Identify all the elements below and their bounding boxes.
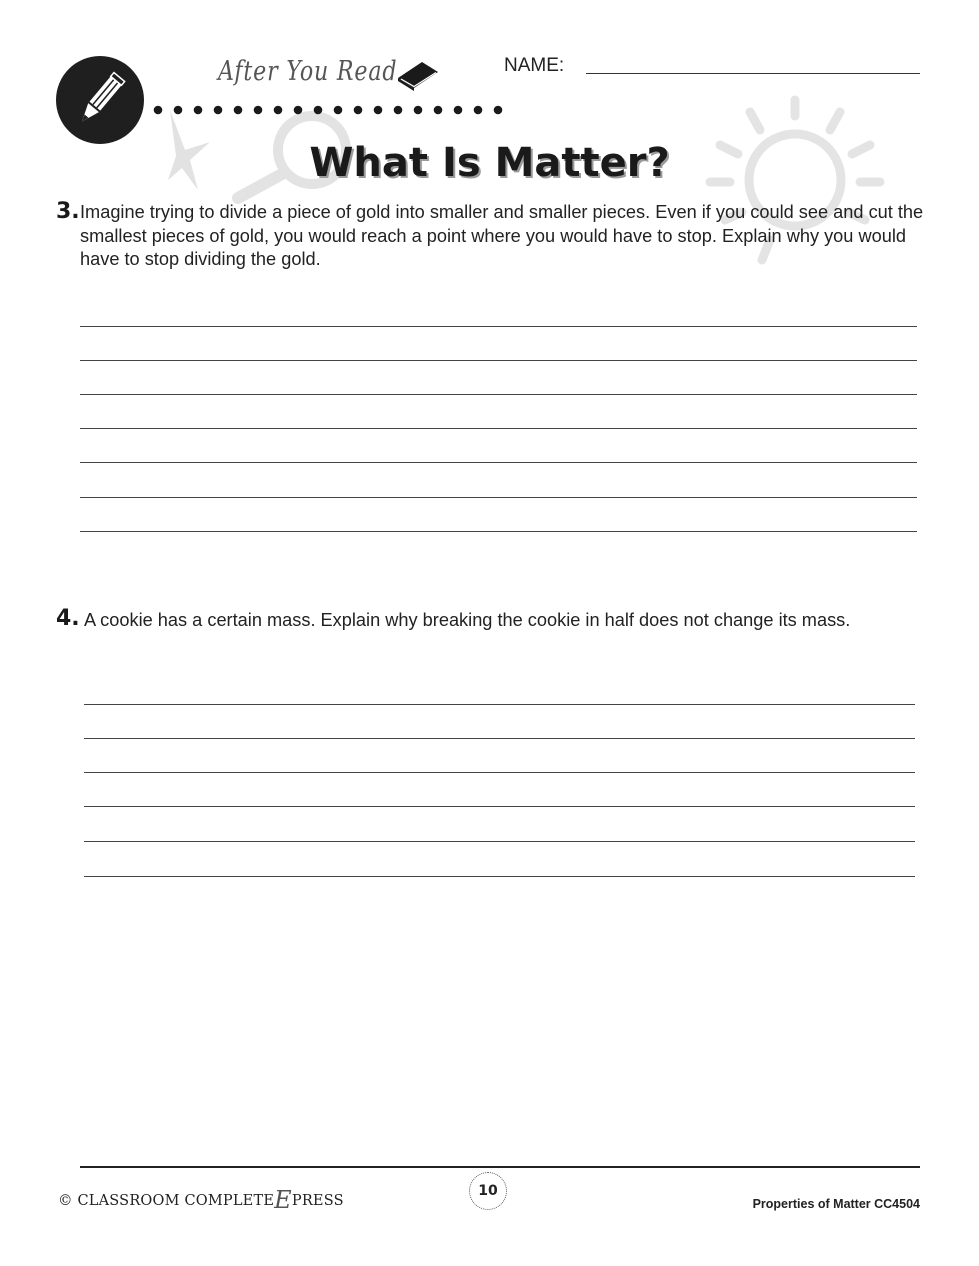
dotted-divider xyxy=(150,100,510,120)
question-3-answer-line[interactable] xyxy=(80,428,917,429)
publisher-name: © CLASSROOM COMPLETE xyxy=(58,1193,275,1209)
question-4-answer-line[interactable] xyxy=(84,704,915,705)
question-3-answer-line[interactable] xyxy=(80,497,917,498)
publisher-logo xyxy=(58,1186,344,1214)
publisher-mark: E xyxy=(274,1186,292,1214)
footer-rule xyxy=(80,1166,920,1168)
question-4-text: A cookie has a certain mass. Explain why breaking the cookie in half does not change its mass. xyxy=(84,610,851,630)
question-3-answer-line[interactable] xyxy=(80,531,917,532)
page-number: 10 xyxy=(469,1172,507,1210)
question-4-answer-line[interactable] xyxy=(84,738,915,739)
publisher-suffix: PRESS xyxy=(291,1193,344,1209)
name-field-line[interactable] xyxy=(586,73,920,74)
question-3-answer-line[interactable] xyxy=(80,394,917,395)
section-badge xyxy=(56,56,144,144)
question-3-text: Imagine trying to divide a piece of gold into smaller and smaller pieces. Even if you could see and cut the smallest pieces of gold, you would reach a point where you would have to stop. Explain why you would have to stop dividing the gold. xyxy=(80,202,924,269)
book-code: Properties of Matter CC4504 xyxy=(752,1197,920,1211)
question-3-answer-line[interactable] xyxy=(80,326,917,327)
question-3-answer-line[interactable] xyxy=(80,462,917,463)
name-label: NAME: xyxy=(504,55,565,76)
section-label: After You Read xyxy=(218,56,398,87)
book-icon xyxy=(396,58,440,92)
pencil-icon xyxy=(66,66,134,134)
question-4-answer-line[interactable] xyxy=(84,876,915,877)
page-title: What Is Matter? xyxy=(309,140,670,186)
question-3-number: 3. xyxy=(56,199,80,224)
question-4-answer-line[interactable] xyxy=(84,806,915,807)
question-3-answer-line[interactable] xyxy=(80,360,917,361)
question-4-answer-line[interactable] xyxy=(84,841,915,842)
question-4-number: 4. xyxy=(56,606,80,631)
question-4-answer-line[interactable] xyxy=(84,772,915,773)
